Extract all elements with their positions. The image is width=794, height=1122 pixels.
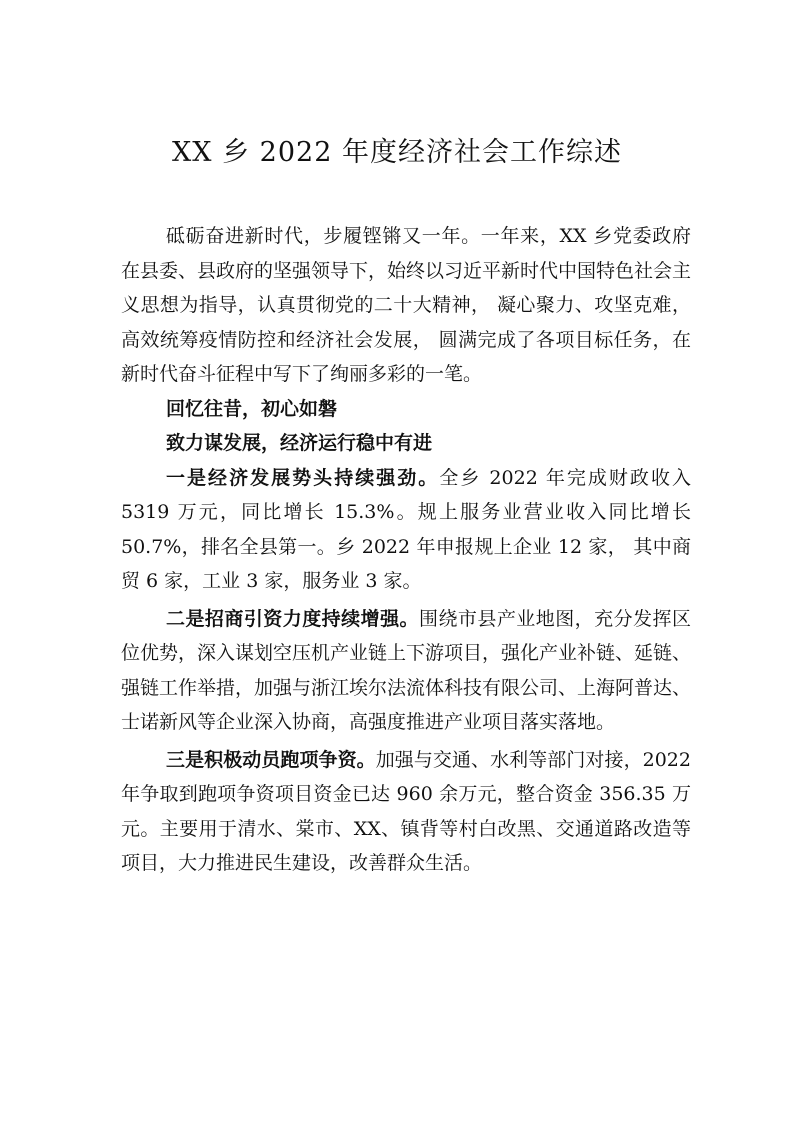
item-text-2: 围绕市县产业地图，充分发挥区位优势，深入谋划空压机产业链上下游项目，强化产业补链、延链、强链工作举措，加强与浙江埃尔法流体科技有限公司、上海阿普达、士诺新风等企业深入协商，高强度推进产业项目落实落地。 [121, 607, 692, 733]
item-paragraph-2 [121, 602, 691, 740]
item-lead-1: 一是经济发展势头持续强劲。 [166, 466, 440, 489]
item-paragraph-1 [121, 461, 691, 599]
item-text-1: 全乡 2022 年完成财政收入 5319 万元，同比增长 15.3%。规上服务业营业收入同比增长 50.7%，排名全县第一。乡 2022 年申报规上企业 12 家， 其中商贸 6 家，工业 3 家，服务业 3 家。 [121, 466, 691, 592]
intro-paragraph: 砥砺奋进新时代，步履铿锵又一年。一年来，XX 乡党委政府在县委、县政府的坚强领导下，始终以习近平新时代中国特色社会主义思想为指导，认真贯彻党的二十大精神， 凝心聚力、攻坚克难，高效统筹疫情防控和经济社会发展， 圆满完成了各项目标任务，在新时代奋斗征程中写下了绚丽多彩的一笔。 [121, 225, 692, 385]
item-text-3: 加强与交通、水利等部门对接，2022 年争取到跑项争资项目资金已达 960 余万元，整合资金 356.35 万元。主要用于清水、棠市、XX、镇背等村白改黑、交通道路改造等项目，大力推进民生建设，改善群众生活。 [121, 748, 691, 874]
section-heading: 回忆往昔，初心如磐 [166, 397, 338, 420]
document-body [121, 219, 691, 881]
item-paragraph-3 [121, 743, 691, 881]
item-lead-2: 二是招商引资力度持续增强。 [166, 607, 419, 630]
document-title: XX 乡 2022 年度经济社会工作综述 [172, 137, 622, 168]
item-lead-3: 三是积极动员跑项争资。 [166, 748, 376, 771]
subsection-heading: 致力谋发展，经济运行稳中有进 [166, 432, 433, 454]
